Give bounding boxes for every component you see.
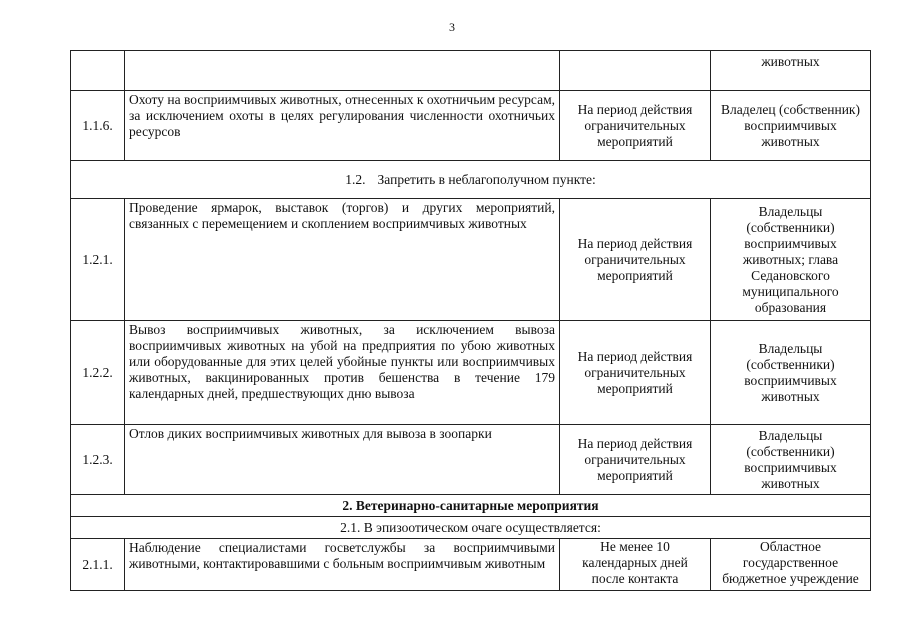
table-row [71, 321, 871, 425]
item-number: 1.2.3. [71, 425, 125, 495]
item-responsible: Владелец (собственник) восприимчивых животных [711, 91, 871, 161]
section-row [71, 161, 871, 199]
item-number: 2.1.1. [71, 539, 125, 591]
item-period: На период действия ограничительных мероприятий [560, 91, 711, 161]
item-period [560, 51, 711, 91]
item-number [71, 51, 125, 91]
item-responsible: Владельцы (собственники) восприимчивых животных; глава Седановского муниципального образования [711, 199, 871, 321]
section-number: 1.2. [345, 171, 366, 187]
item-period: На период действия ограничительных мероприятий [560, 199, 711, 321]
item-description: Охоту на восприимчивых животных, отнесенных к охотничьим ресурсам, за исключением охоты в целях регулирования численности охотничьих ресурсов [125, 91, 560, 161]
item-description: Вывоз восприимчивых животных, за исключением вывоза восприимчивых животных на убой на предприятия по убою животных или оборудованные для этих целей убойные пункты или восприимчивых животных, вакцинированных против бешенства в течение 179 календарных дней, предшествующих дню вывоза [125, 321, 560, 425]
item-period: Не менее 10 календарных дней после контакта [560, 539, 711, 591]
item-description [125, 51, 560, 91]
item-number: 1.1.6. [71, 91, 125, 161]
table-row [71, 539, 871, 591]
table-row [71, 199, 871, 321]
table-row [71, 91, 871, 161]
section-row [71, 495, 871, 517]
item-description: Проведение ярмарок, выставок (торгов) и других мероприятий, связанных с перемещением и скоплением восприимчивых животных [125, 199, 560, 321]
item-responsible: животных [711, 51, 871, 91]
item-responsible: Владельцы (собственники) восприимчивых животных [711, 321, 871, 425]
item-description: Отлов диких восприимчивых животных для вывоза в зоопарки [125, 425, 560, 495]
table-row [71, 425, 871, 495]
item-description: Наблюдение специалистами госветслужбы за восприимчивыми животными, контактировавшими с больным восприимчивым животным [125, 539, 560, 591]
item-number: 1.2.2. [71, 321, 125, 425]
page-number: 3 [449, 20, 455, 34]
item-responsible: Владельцы (собственники) восприимчивых животных [711, 425, 871, 495]
subsection-heading: 2.1. В эпизоотическом очаге осуществляется: [71, 517, 871, 539]
section-heading: 2. Ветеринарно-санитарные мероприятия [71, 495, 871, 517]
table-row [71, 51, 871, 91]
section-heading [71, 161, 871, 199]
item-period: На период действия ограничительных мероприятий [560, 425, 711, 495]
item-period: На период действия ограничительных мероприятий [560, 321, 711, 425]
section-row [71, 517, 871, 539]
measures-table [70, 50, 871, 591]
item-number: 1.2.1. [71, 199, 125, 321]
section-title: Запретить в неблагополучном пункте: [377, 171, 596, 187]
item-responsible: Областное государственное бюджетное учреждение [711, 539, 871, 591]
